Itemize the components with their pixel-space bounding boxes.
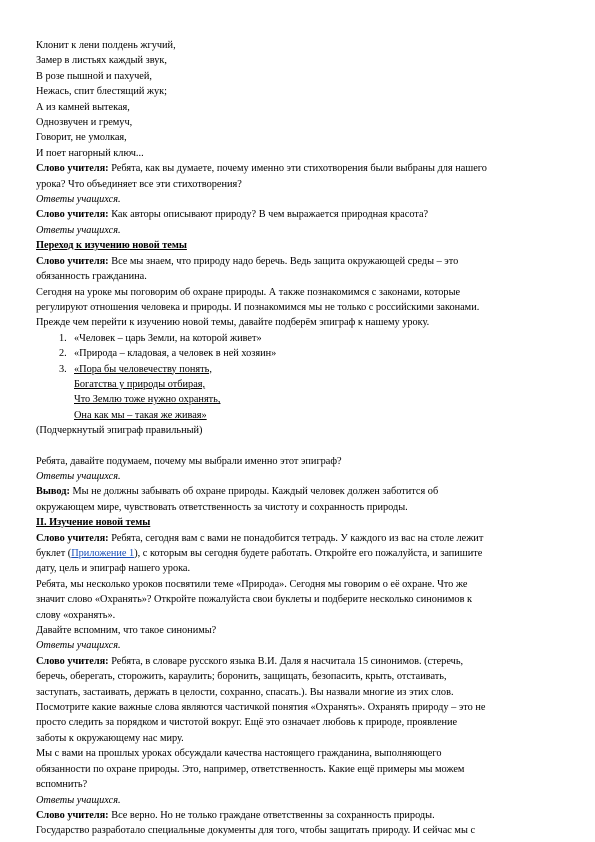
list-item: [59, 331, 555, 346]
teacher-text-line: [36, 546, 555, 561]
section-heading: Переход к изучению новой темы: [36, 240, 187, 252]
teacher-text-line: заботы к окружающему нас миру.: [36, 732, 184, 744]
paragraph-line: Прежде чем перейти к изучению новой темы, давайте подберём эпиграф к нашему уроку.: [36, 317, 430, 329]
teacher-question: [36, 207, 555, 222]
teacher-text-line: Государство разработало специальные документы для того, чтобы защитать природу. И сейчас мы с: [36, 825, 476, 837]
teacher-label: Слово учителя:: [36, 163, 109, 175]
list-number: 1.: [59, 332, 67, 344]
epigraph-line: Богатства у природы отбирая,: [74, 378, 206, 390]
teacher-label: Слово учителя:: [36, 655, 109, 667]
teacher-text-line: обязанность гражданина.: [36, 271, 147, 283]
list-item-text: «Природа – кладовая, а человек в ней хозяин»: [74, 348, 277, 360]
poem-line: Нежась, спит блестящий жук;: [36, 86, 168, 98]
paragraph-line: Сегодня на уроке мы поговорим об охране природы. А также познакомимся с законами, которые: [36, 286, 461, 298]
paragraph-line: регулируют отношения человека и природы. И познакомимся мы не только с российскими законами.: [36, 301, 480, 313]
teacher-text-line: просто следить за порядком и чистотой вокруг. Ещё это означает любовь к природе, проявление: [36, 717, 458, 729]
teacher-question: [36, 654, 555, 669]
teacher-text: Ребята, сегодня вам с вами не понадобится тетрадь. У каждого из вас на столе лежит: [108, 532, 484, 544]
poem-line: Говорит, не умолкая,: [36, 132, 127, 144]
teacher-text: Все мы знаем, что природу надо беречь. Ведь защита окружающей среды – это: [108, 255, 459, 267]
list-item-text: «Пора бы человечеству понять,: [74, 363, 212, 375]
teacher-text-line: заступать, застаивать, держать в целости, сохранно, спасать.). Вы назвали многие из этих слов.: [36, 686, 454, 698]
poem-line: Замер в листьях каждый звук,: [36, 55, 167, 67]
epigraph-note: (Подчеркнутый эпиграф правильный): [36, 425, 203, 437]
teacher-text-line: беречь, оберегать, сторожить, караулить; боронить, защищать, безопасить, крыть, отстаивать,: [36, 671, 447, 683]
teacher-question: [36, 254, 555, 269]
teacher-question: [36, 531, 555, 546]
epigraph-list: [36, 331, 555, 423]
students-answers: Ответы учащихся.: [36, 640, 121, 652]
teacher-text-line: дату, цель и эпиграф нашего урока.: [36, 563, 191, 575]
teacher-label: Слово учителя:: [36, 809, 109, 821]
section-heading: II. Изучение новой темы: [36, 517, 151, 529]
teacher-label: Слово учителя:: [36, 209, 109, 221]
teacher-text-line: Посмотрите какие важные слова являются частичкой понятия «Охранять». Охранять природу – это не: [36, 702, 486, 714]
list-number: 3.: [59, 363, 67, 375]
text-fragment: ), с которым вы сегодня будете работать. Откройте его пожалуйста, и запишите: [134, 548, 483, 559]
teacher-question: [36, 808, 555, 823]
teacher-text: Ребята, как вы думаете, почему именно эти стихотворения были выбраны для нашего: [108, 163, 487, 175]
students-answers: Ответы учащихся.: [36, 224, 121, 236]
list-item: [59, 362, 555, 377]
appendix-link[interactable]: Приложение 1: [71, 548, 135, 559]
teacher-text: Как авторы описывают природу? В чем выражается природная красота?: [108, 209, 429, 221]
paragraph-line: обязанности по охране природы. Это, например, ответственность. Какие ещё примеры мы можем: [36, 763, 465, 775]
students-answers: Ответы учащихся.: [36, 470, 121, 482]
poem-line: И поет нагорный ключ...: [36, 147, 144, 159]
teacher-text-line: урока? Что объединяет все эти стихотворения?: [36, 178, 242, 190]
poem-line: В розе пышной и пахучей,: [36, 70, 152, 82]
teacher-text: Ребята, в словаре русского языка В.И. Даля я насчитала 15 синонимов. (стеречь,: [108, 655, 464, 667]
conclusion-line: окружающем мире, чувствовать ответственность за чистоту и сохранность природы.: [36, 501, 408, 513]
students-answers: Ответы учащихся.: [36, 794, 121, 806]
paragraph-line: значит слово «Охранять»? Откройте пожалуйста свои буклеты и подберите несколько синонимов к: [36, 594, 473, 606]
paragraph-line: Ребята, мы несколько уроков посвятили теме «Природа». Сегодня мы говорим о её охране. Что же: [36, 578, 468, 590]
teacher-label: Слово учителя:: [36, 532, 109, 544]
poem-line: Однозвучен и гремуч,: [36, 117, 133, 129]
conclusion: [36, 484, 555, 499]
poem-line: Клонит к лени полдень жгучий,: [36, 40, 176, 51]
epigraph-line: Что Землю тоже нужно охранять,: [74, 394, 221, 406]
poem-line: А из камней вытекая,: [36, 101, 130, 113]
epigraph-line: Она как мы – такая же живая»: [74, 409, 207, 421]
poem: [36, 38, 555, 161]
teacher-label: Слово учителя:: [36, 255, 109, 267]
teacher-text: Все верно. Но не только граждане ответственны за сохранность природы.: [108, 809, 435, 821]
list-item: [59, 346, 555, 361]
paragraph-line: слову «охранять».: [36, 609, 116, 621]
paragraph-line: Ребята, давайте подумаем, почему мы выбрали именно этот эпиграф?: [36, 455, 342, 467]
list-item-text: «Человек – царь Земли, на которой живет»: [74, 332, 262, 344]
paragraph-line: Давайте вспомним, что такое синонимы?: [36, 625, 217, 637]
text-fragment: буклет (: [36, 548, 72, 559]
blank-line: [36, 439, 555, 454]
paragraph-line: Мы с вами на прошлых уроках обсуждали качества настоящего гражданина, выполняющего: [36, 748, 442, 760]
students-answers: Ответы учащихся.: [36, 194, 121, 206]
paragraph-line: вспомнить?: [36, 779, 88, 791]
list-number: 2.: [59, 348, 67, 360]
conclusion-text: Мы не должны забывать об охране природы. Каждый человек должен заботится об: [69, 486, 439, 498]
conclusion-label: Вывод:: [36, 486, 70, 498]
teacher-question: [36, 161, 555, 176]
